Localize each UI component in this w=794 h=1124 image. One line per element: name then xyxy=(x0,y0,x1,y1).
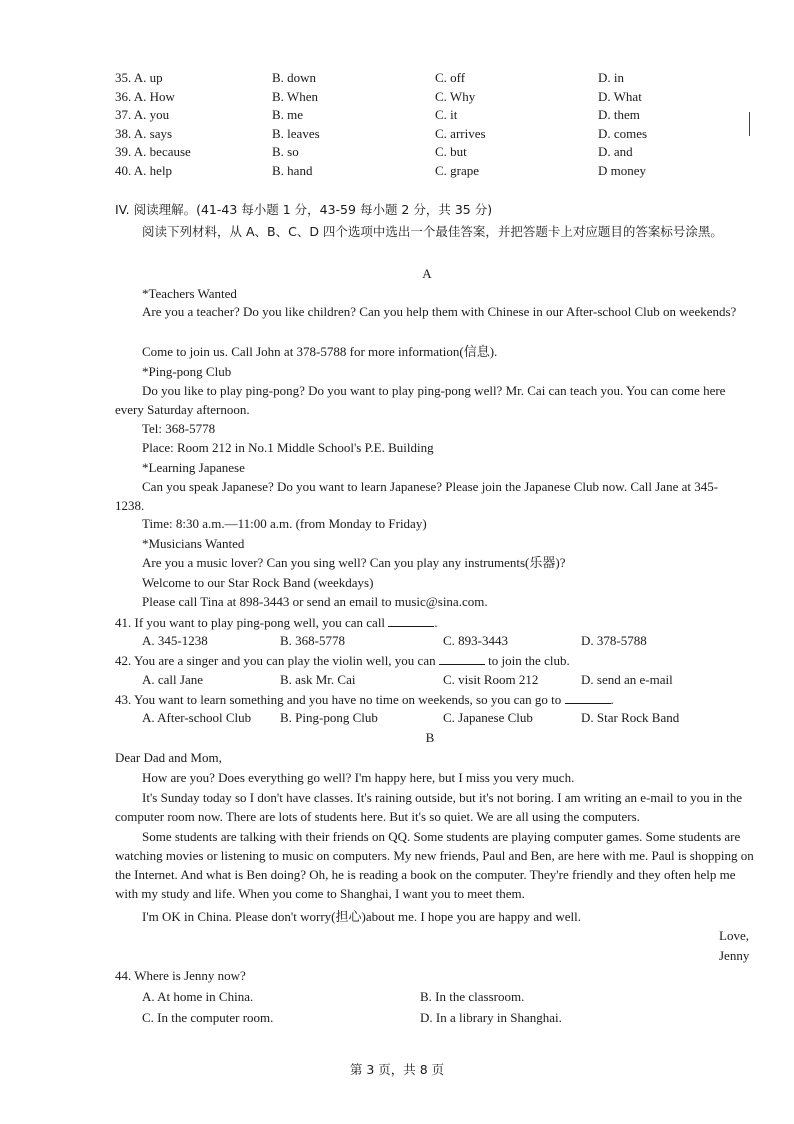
letter-paragraph-4: I'm OK in China. Please don't worry(担心)about me. I hope you are happy and well. xyxy=(142,909,581,924)
question-41-options xyxy=(115,633,755,651)
cloze-option-b: B. down xyxy=(272,70,317,85)
ad-title-pingpong: *Ping-pong Club xyxy=(142,364,232,379)
cloze-row-39 xyxy=(115,144,755,162)
cloze-option-d: D. them xyxy=(598,107,640,122)
question-stem-text: 41. If you want to play ping-pong well, you can call xyxy=(115,615,386,630)
cloze-option-b: B. so xyxy=(272,144,299,159)
ad-title-teachers: *Teachers Wanted xyxy=(142,286,237,301)
answer-blank xyxy=(565,691,611,704)
ad-tel-pingpong: Tel: 368-5778 xyxy=(142,421,216,436)
ad-text-japanese: Can you speak Japanese? Do you want to learn Japanese? Please join the Japanese Club now. Call Jane at 345-1238. xyxy=(115,479,719,513)
letter-closing: Love, xyxy=(719,928,749,943)
section-instruction: 阅读下列材料，从 A、B、C、D 四个选项中选出一个最佳答案，并把答题卡上对应题目的答案标号涂黑。 xyxy=(142,224,723,239)
option-a: A. After-school Club xyxy=(142,710,252,725)
cloze-option-b: B. me xyxy=(272,107,304,122)
cloze-option-d: D. in xyxy=(598,70,624,85)
ad-text-pingpong: Do you like to play ping-pong? Do you want to play ping-pong well? Mr. Cai can teach you. You can come here every Saturday afternoon. xyxy=(115,383,726,417)
passage-b-label: B xyxy=(425,730,435,745)
cloze-option-d: D. comes xyxy=(598,126,648,141)
passage-a-label: A xyxy=(422,266,432,281)
question-stem-end: . xyxy=(610,692,614,707)
question-stem-end: . xyxy=(434,615,438,630)
letter-signature: Jenny xyxy=(719,948,750,963)
ad-contact-teachers: Come to join us. Call John at 378-5788 for more information(信息). xyxy=(142,344,498,359)
question-43-stem xyxy=(115,691,614,708)
question-44-stem: 44. Where is Jenny now? xyxy=(115,968,246,983)
option-b: B. Ping-pong Club xyxy=(280,710,378,725)
ad-place-pingpong: Place: Room 212 in No.1 Middle School's P.E. Building xyxy=(142,440,434,455)
question-41-stem xyxy=(115,614,438,631)
answer-blank xyxy=(439,652,485,665)
cloze-option-d: D money xyxy=(598,163,647,178)
question-42-stem xyxy=(115,652,570,669)
ad-title-japanese: *Learning Japanese xyxy=(142,460,245,475)
question-44-options-row-2 xyxy=(115,1010,755,1028)
cloze-row-37 xyxy=(115,107,755,125)
question-42-options xyxy=(115,672,755,690)
cloze-option-a: 39. A. because xyxy=(115,144,191,159)
question-44-options-row-1 xyxy=(115,989,755,1007)
cloze-row-36 xyxy=(115,89,755,107)
cloze-option-a: 37. A. you xyxy=(115,107,170,122)
question-stem-text: 43. You want to learn something and you have no time on weekends, so you can go to xyxy=(115,692,562,707)
cloze-row-38 xyxy=(115,126,755,144)
letter-greeting: Dear Dad and Mom, xyxy=(115,750,222,765)
ad-band-musicians: Welcome to our Star Rock Band (weekdays) xyxy=(142,575,374,590)
ad-time-japanese: Time: 8:30 a.m.—11:00 a.m. (from Monday to Friday) xyxy=(142,516,427,531)
cloze-option-c: C. arrives xyxy=(435,126,486,141)
ad-text-teachers: Are you a teacher? Do you like children? Can you help them with Chinese in our After-school Club on weekends? xyxy=(142,304,737,319)
cloze-option-c: C. Why xyxy=(435,89,476,104)
option-d: D. send an e-mail xyxy=(581,672,673,687)
ad-title-musicians: *Musicians Wanted xyxy=(142,536,245,551)
option-b: B. In the classroom. xyxy=(420,989,525,1004)
cloze-option-b: B. leaves xyxy=(272,126,320,141)
cloze-option-c: C. grape xyxy=(435,163,480,178)
section-heading: IV. 阅读理解。(41-43 每小题 1 分，43-59 每小题 2 分，共 35 分) xyxy=(115,202,493,217)
option-c: C. 893-3443 xyxy=(443,633,508,648)
cloze-option-d: D. What xyxy=(598,89,642,104)
cloze-option-b: B. hand xyxy=(272,163,313,178)
cloze-option-d: D. and xyxy=(598,144,633,159)
cloze-option-a: 38. A. says xyxy=(115,126,173,141)
question-43-options xyxy=(115,710,755,728)
option-d: D. 378-5788 xyxy=(581,633,647,648)
question-stem-end: to join the club. xyxy=(488,653,570,668)
option-c: C. visit Room 212 xyxy=(443,672,539,687)
letter-paragraph-3: Some students are talking with their friends on QQ. Some students are playing computer games. Some students are watching movies or listening to music on computers. My new friends, Paul and Ben, are here with me. Paul is shopping on the Internet. And what is Ben doing? Oh, he is reading a book on the computer. They're friendly and they often help me with my study and life. When you come to Shanghai, I want you to meet them. xyxy=(115,829,754,901)
scan-mark xyxy=(749,112,750,136)
option-c: C. In the computer room. xyxy=(142,1010,274,1025)
page-footer: 第 3 页，共 8 页 xyxy=(349,1062,445,1077)
option-b: B. 368-5778 xyxy=(280,633,345,648)
cloze-option-a: 36. A. How xyxy=(115,89,175,104)
option-d: D. Star Rock Band xyxy=(581,710,680,725)
ad-contact-musicians: Please call Tina at 898-3443 or send an email to music@sina.com. xyxy=(142,594,488,609)
letter-paragraph-2: It's Sunday today so I don't have classes. It's raining outside, but it's not boring. I am writing an e-mail to you in the computer room now. There are lots of students here. But it's so quiet. We are all using the computers. xyxy=(115,790,743,824)
cloze-option-a: 35. A. up xyxy=(115,70,163,85)
cloze-row-35 xyxy=(115,70,755,88)
answer-blank xyxy=(388,614,434,627)
cloze-option-c: C. off xyxy=(435,70,466,85)
cloze-option-b: B. When xyxy=(272,89,318,104)
option-a: A. At home in China. xyxy=(142,989,254,1004)
cloze-row-40 xyxy=(115,163,755,181)
option-a: A. call Jane xyxy=(142,672,204,687)
option-d: D. In a library in Shanghai. xyxy=(420,1010,562,1025)
cloze-option-c: C. it xyxy=(435,107,458,122)
option-c: C. Japanese Club xyxy=(443,710,533,725)
ad-text-musicians: Are you a music lover? Can you sing well? Can you play any instruments(乐器)? xyxy=(142,555,566,570)
option-a: A. 345-1238 xyxy=(142,633,208,648)
letter-paragraph-1: How are you? Does everything go well? I'm happy here, but I miss you very much. xyxy=(142,770,575,785)
option-b: B. ask Mr. Cai xyxy=(280,672,356,687)
question-stem-text: 42. You are a singer and you can play the violin well, you can xyxy=(115,653,436,668)
cloze-option-c: C. but xyxy=(435,144,467,159)
cloze-option-a: 40. A. help xyxy=(115,163,173,178)
